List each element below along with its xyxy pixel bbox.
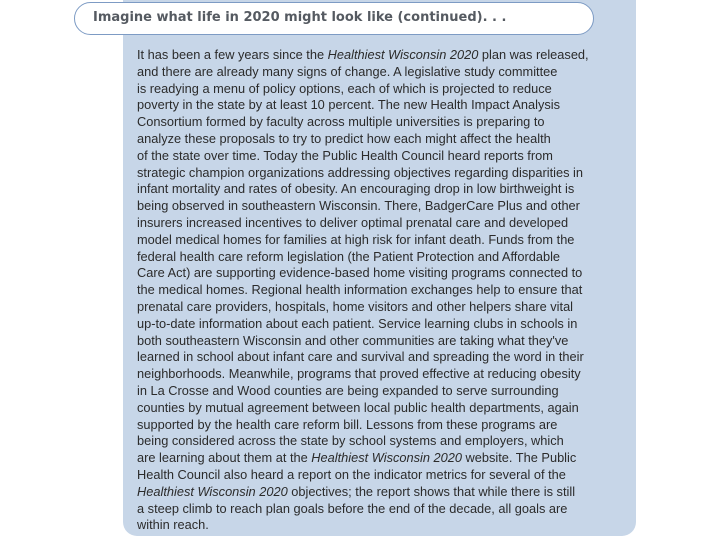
article-line	[137, 81, 627, 98]
article-line-text: analyze these proposals to try to predict how each might affect the health	[137, 130, 551, 146]
article-line	[137, 383, 627, 400]
article-line	[137, 282, 627, 299]
article-line	[137, 333, 627, 350]
article-line-text: are learning about them at the	[137, 450, 312, 466]
article-line	[137, 47, 627, 64]
article-line	[137, 215, 627, 232]
article-line	[137, 501, 627, 518]
article-line	[137, 97, 627, 114]
article-line	[137, 165, 627, 182]
header-banner	[74, 2, 594, 35]
article-body	[137, 47, 627, 534]
article-line	[137, 148, 627, 165]
article-line-text: being considered across the state by school systems and employers, which	[137, 433, 564, 449]
article-line-text: Consortium formed by faculty across multiple universities is preparing to	[137, 114, 545, 130]
article-line-text: model medical homes for families at high risk for infant death. Funds from the	[137, 231, 575, 247]
article-line	[137, 484, 627, 501]
article-line	[137, 232, 627, 249]
article-line-text: within reach.	[137, 517, 209, 533]
article-line-text: strategic champion organizations addressing objectives regarding disparities in	[137, 164, 584, 180]
article-line	[137, 433, 627, 450]
article-line-text: in La Crosse and Wood counties are being expanded to serve surrounding	[137, 382, 559, 398]
article-line-text: being observed in southeastern Wisconsin. There, BadgerCare Plus and other	[137, 198, 580, 214]
article-line-text: prenatal care providers, hospitals, home visitors and other helpers share vital	[137, 298, 574, 314]
article-line	[137, 517, 627, 534]
article-line-text: supported by the health care reform bill. Lessons from these programs are	[137, 416, 558, 432]
article-line-emphasis: Healthiest Wisconsin 2020	[137, 483, 288, 499]
article-line-text: the medical homes. Regional health information exchanges help to ensure that	[137, 282, 583, 298]
article-line	[137, 366, 627, 383]
article-line-text: is readying a menu of policy options, each of which is projected to reduce	[137, 80, 552, 96]
article-line-text: insurers increased incentives to deliver optimal prenatal care and developed	[137, 214, 569, 230]
article-line	[137, 349, 627, 366]
article-line	[137, 114, 627, 131]
article-line	[137, 400, 627, 417]
article-line-text: and there are already many signs of change. A legislative study committee	[137, 63, 558, 79]
article-line-text: federal health care reform legislation (the Patient Protection and Affordable	[137, 248, 561, 264]
article-line	[137, 467, 627, 484]
article-line	[137, 316, 627, 333]
article-line	[137, 131, 627, 148]
header-title: Imagine what life in 2020 might look like (continued). . .	[93, 10, 507, 25]
article-line-text: both southeastern Wisconsin and other communities are taking what they've	[137, 332, 569, 348]
article-line	[137, 181, 627, 198]
article-line	[137, 450, 627, 467]
article-line-emphasis: Healthiest Wisconsin 2020	[311, 450, 462, 466]
article-line-text: of the state over time. Today the Public Health Council heard reports from	[137, 147, 553, 163]
article-line-emphasis: Healthiest Wisconsin 2020	[327, 47, 479, 62]
article-line	[137, 265, 627, 282]
article-line-text: plan was released,	[478, 47, 589, 62]
article-line-text: website. The Public	[461, 450, 577, 466]
article-line-text: up-to-date information about each patient. Service learning clubs in schools in	[137, 315, 578, 331]
article-line-text: poverty in the state by at least 10 percent. The new Health Impact Analysis	[137, 97, 561, 113]
article-line-text: neighborhoods. Meanwhile, programs that proved effective at reducing obesity	[137, 366, 581, 382]
article-line	[137, 417, 627, 434]
article-line-text: counties by mutual agreement between local public health departments, again	[137, 399, 579, 415]
article-line	[137, 64, 627, 81]
article-line	[137, 299, 627, 316]
article-line-text: It has been a few years since the	[137, 47, 328, 62]
article-line-text: Health Council also heard a report on the indicator metrics for several of the	[137, 466, 566, 482]
article-line	[137, 249, 627, 266]
article-line-text: a steep climb to reach plan goals before the end of the decade, all goals are	[137, 500, 568, 516]
article-line-text: objectives; the report shows that while there is still	[287, 483, 576, 499]
article-line-text: learned in school about infant care and survival and spreading the word in their	[137, 349, 584, 365]
article-line	[137, 198, 627, 215]
article-line-text: infant mortality and rates of obesity. An encouraging drop in low birthweight is	[137, 181, 575, 197]
article-line-text: Care Act) are supporting evidence-based home visiting programs connected to	[137, 265, 583, 281]
